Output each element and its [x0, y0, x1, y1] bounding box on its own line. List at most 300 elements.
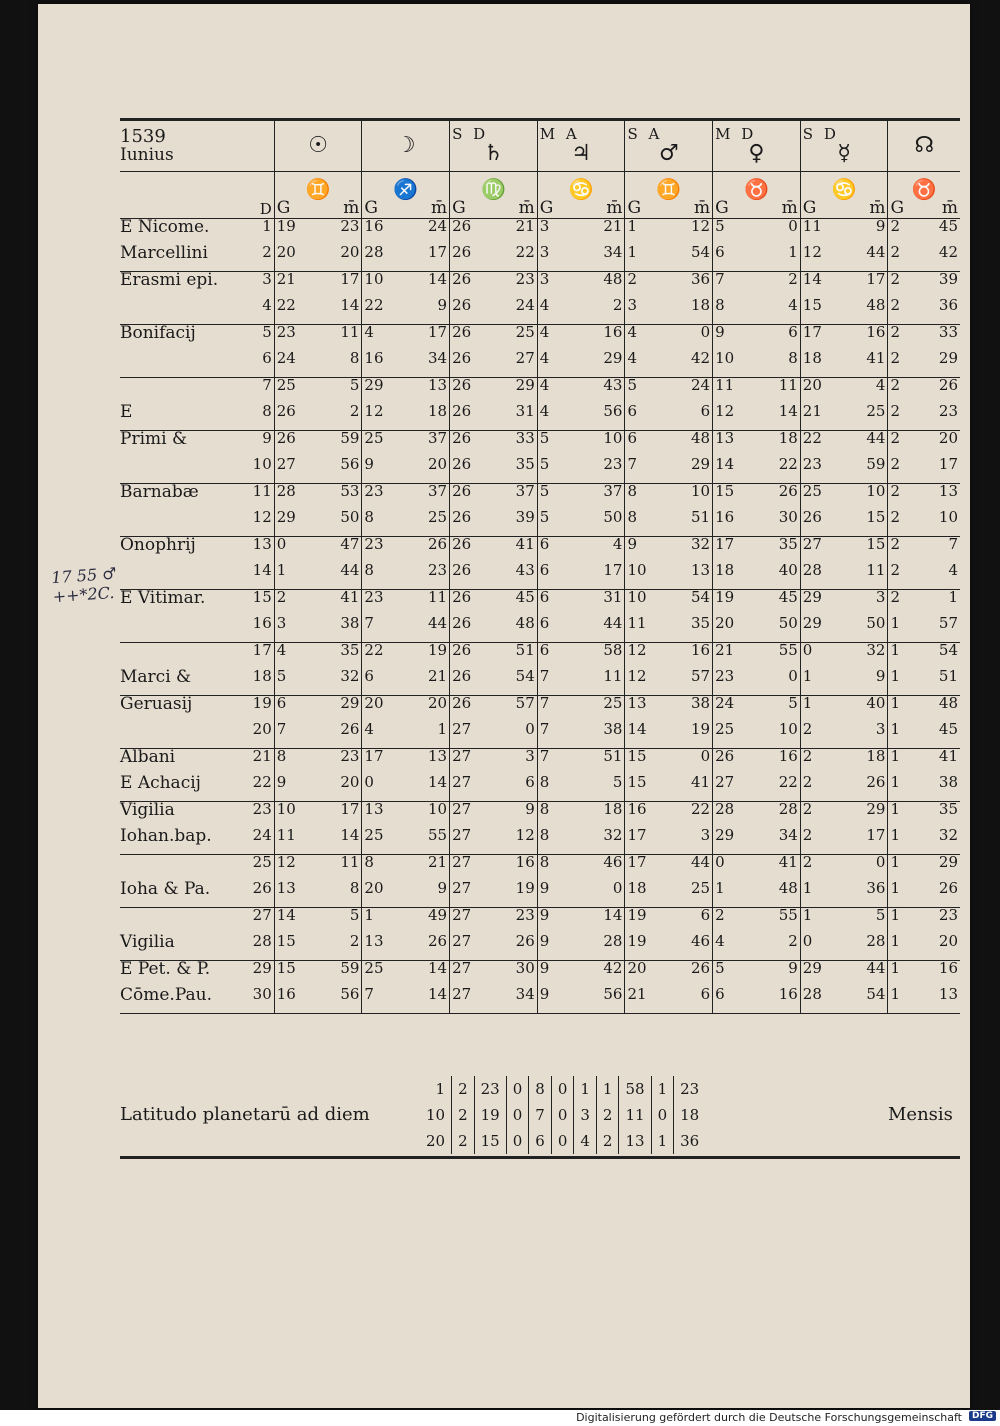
degrees: 2	[890, 296, 900, 314]
node-position	[888, 563, 960, 590]
sun-position	[274, 484, 362, 511]
table-row	[120, 537, 960, 564]
degrees: 15	[276, 932, 296, 950]
day-number: 22	[197, 775, 274, 802]
minutes: 55	[778, 641, 798, 659]
sat-position	[450, 563, 538, 590]
degrees: 7	[627, 455, 637, 473]
planet-mars-cell	[625, 120, 713, 172]
degrees: 21	[802, 402, 822, 420]
cancer-icon: ♋	[568, 177, 594, 202]
ven-position	[713, 351, 801, 378]
sat-position	[450, 696, 538, 723]
saint-name: Marcellini	[120, 245, 197, 272]
moon-position	[362, 855, 450, 882]
jup-position	[537, 775, 625, 802]
minutes: 34	[778, 826, 798, 844]
degrees: 8	[539, 826, 550, 844]
degrees: 12	[627, 641, 647, 659]
minutes: 23	[938, 906, 958, 924]
degrees: 19	[276, 217, 296, 235]
day-number: 16	[197, 616, 274, 643]
jup-position	[537, 563, 625, 590]
mar-position	[625, 881, 713, 908]
mar-position	[625, 510, 713, 537]
venus-icon: ♀	[748, 141, 765, 167]
minutes: 24	[691, 376, 711, 394]
mar-position	[625, 802, 713, 829]
lat-value: 1	[651, 1076, 674, 1102]
degrees: 20	[715, 614, 735, 632]
degrees: 1	[890, 667, 900, 685]
degrees: 26	[452, 535, 472, 553]
lat-value: 0	[551, 1128, 574, 1154]
moon-position	[362, 298, 450, 325]
minutes: 26	[340, 720, 360, 738]
degrees: 12	[715, 402, 735, 420]
degrees: 20	[364, 879, 384, 897]
moon-position	[362, 510, 450, 537]
header-row-signs: D ♊ G m̄ ♐ G m̄ ♍ G m̄ ♋ G m̄ ♊ G m̄ ♉ G m̄ ♋ G m̄ ♉ G m̄	[120, 172, 960, 219]
minutes: 37	[515, 482, 535, 500]
degrees: 21	[276, 270, 296, 288]
degrees: 2	[890, 243, 900, 261]
degrees: 6	[539, 535, 550, 553]
degrees: 14	[627, 720, 647, 738]
minutes: 57	[938, 614, 958, 632]
minutes: 50	[340, 508, 360, 526]
degrees: 4	[539, 323, 550, 341]
degrees: 1	[890, 614, 900, 632]
ven-position	[713, 590, 801, 617]
planet-venus-cell	[713, 120, 801, 172]
minutes: 10	[778, 720, 798, 738]
day-number: 11	[252, 482, 272, 500]
degrees: 23	[364, 535, 384, 553]
mer-position	[800, 378, 888, 405]
moon-position	[362, 404, 450, 431]
saint-name	[120, 563, 197, 590]
ven-position	[713, 298, 801, 325]
degrees: 1	[364, 906, 374, 924]
minutes: 9	[875, 217, 886, 235]
moon-position	[362, 775, 450, 802]
sat-position	[450, 881, 538, 908]
degrees: 25	[364, 826, 384, 844]
degrees: 27	[452, 826, 472, 844]
minutes: 0	[525, 720, 535, 738]
degrees: 26	[452, 376, 472, 394]
node-position	[888, 987, 960, 1014]
lat-day: 1	[435, 1080, 446, 1098]
minutes: 22	[778, 773, 798, 791]
saint-name: Erasmi epi.	[120, 270, 219, 290]
degrees: 11	[802, 217, 822, 235]
minutes: 1	[788, 243, 798, 261]
degrees: 26	[452, 641, 472, 659]
degrees: 26	[452, 588, 472, 606]
minutes: 48	[866, 296, 886, 314]
minutes: 45	[515, 588, 535, 606]
mercury-icon: ☿	[837, 141, 851, 167]
minutes: 44	[340, 561, 360, 579]
minutes: 39	[938, 270, 958, 288]
degrees: 9	[364, 455, 374, 473]
degrees: 26	[452, 508, 472, 526]
saint-name: E Achacij	[120, 775, 197, 802]
minutes: 10	[691, 482, 711, 500]
degrees: 24	[715, 694, 735, 712]
jup-position	[537, 908, 625, 935]
degrees: 23	[802, 455, 822, 473]
minutes: 50	[603, 508, 623, 526]
minutes: 18	[778, 429, 798, 447]
sat-position	[450, 351, 538, 378]
degrees: 22	[802, 429, 822, 447]
degrees: 5	[715, 217, 725, 235]
minutes: 56	[603, 985, 623, 1003]
degrees: 9	[539, 959, 550, 977]
saint-name: Marci &	[120, 669, 197, 696]
sun-position	[274, 881, 362, 908]
sat-position	[450, 749, 538, 776]
minutes: 54	[938, 641, 958, 659]
ven-position	[713, 245, 801, 272]
minutes: 12	[691, 217, 711, 235]
minutes: 23	[603, 455, 623, 473]
minutes: 13	[428, 376, 448, 394]
lat-value: 11	[619, 1102, 651, 1128]
mar-position	[625, 272, 713, 299]
minutes: 14	[428, 985, 448, 1003]
ephemeris-table	[120, 118, 960, 1014]
minutes: 34	[428, 349, 448, 367]
minutes: 32	[691, 535, 711, 553]
minutes: 56	[603, 402, 623, 420]
minutes: 51	[691, 508, 711, 526]
sat-position	[450, 828, 538, 855]
minutes: 45	[938, 720, 958, 738]
minutes: 9	[437, 296, 448, 314]
header-row-planets	[120, 120, 960, 172]
jup-position	[537, 245, 625, 272]
minutes: 41	[938, 747, 958, 765]
mer-position	[800, 749, 888, 776]
sat-position	[450, 537, 538, 564]
mer-position	[800, 828, 888, 855]
minutes: 19	[428, 641, 448, 659]
minutes: 2	[349, 402, 360, 420]
sat-position	[450, 590, 538, 617]
lat-value: 0	[506, 1128, 529, 1154]
minutes: 14	[428, 270, 448, 288]
table-row	[120, 378, 960, 405]
degrees: 25	[276, 376, 296, 394]
jup-position	[537, 325, 625, 352]
node-position	[888, 484, 960, 511]
sun-position	[274, 961, 362, 988]
planet-mercury-cell	[800, 120, 888, 172]
degrees: 23	[276, 323, 296, 341]
planet-moon-cell	[362, 120, 450, 172]
minutes: 25	[428, 508, 448, 526]
degrees: 26	[452, 270, 472, 288]
ven-position	[713, 722, 801, 749]
degrees: 8	[539, 773, 550, 791]
lat-value: 23	[474, 1076, 506, 1102]
minutes: 12	[515, 826, 535, 844]
sat-position	[450, 404, 538, 431]
minutes: 14	[340, 296, 360, 314]
sun-position	[274, 351, 362, 378]
mar-position	[625, 696, 713, 723]
node-position	[888, 351, 960, 378]
minutes: 44	[866, 429, 886, 447]
degrees: 6	[715, 243, 725, 261]
table-row	[120, 590, 960, 617]
ven-position	[713, 696, 801, 723]
mer-position	[800, 855, 888, 882]
minutes: 55	[778, 906, 798, 924]
minutes: 18	[866, 747, 886, 765]
minutes: 29	[691, 455, 711, 473]
minutes: 17	[340, 270, 360, 288]
minutes: 13	[691, 561, 711, 579]
node-position	[888, 590, 960, 617]
degrees: 26	[452, 614, 472, 632]
degrees: 29	[802, 959, 822, 977]
day-number: 9	[262, 429, 272, 447]
degrees: 4	[539, 349, 550, 367]
degrees: 25	[715, 720, 735, 738]
minutes: 4	[612, 535, 623, 553]
degrees: 2	[890, 349, 900, 367]
degrees: 15	[627, 773, 647, 791]
minutes: 0	[612, 879, 623, 897]
degrees: 2	[890, 588, 900, 606]
degrees: 3	[276, 614, 287, 632]
minutes: 31	[603, 588, 623, 606]
minutes: 28	[778, 800, 798, 818]
jup-position	[537, 272, 625, 299]
minutes: 15	[866, 508, 886, 526]
lat-value: 36	[674, 1128, 706, 1154]
minutes: 54	[691, 243, 711, 261]
table-row	[120, 457, 960, 484]
mars-icon: ♂	[658, 141, 679, 167]
table-row	[120, 802, 960, 829]
minutes: 36	[938, 296, 958, 314]
minutes: 22	[778, 455, 798, 473]
degrees: 0	[802, 641, 813, 659]
minutes: 59	[866, 455, 886, 473]
table-row	[120, 855, 960, 882]
minutes: 16	[938, 959, 958, 977]
sun-position	[274, 219, 362, 246]
degrees: 1	[890, 773, 900, 791]
minutes: 20	[428, 455, 448, 473]
mer-position	[800, 616, 888, 643]
node-position	[888, 855, 960, 882]
ven-position	[713, 484, 801, 511]
minutes: 25	[515, 323, 535, 341]
degrees: 1	[890, 879, 900, 897]
mer-position	[800, 590, 888, 617]
node-position	[888, 219, 960, 246]
degrees: 14	[715, 455, 735, 473]
cancer-icon: ♋	[831, 177, 857, 202]
degrees: 5	[627, 376, 637, 394]
minutes: 35	[515, 455, 535, 473]
saint-name: E Pet. & P.	[120, 959, 211, 979]
minutes: 29	[515, 376, 535, 394]
mer-position	[800, 643, 888, 670]
mar-position	[625, 643, 713, 670]
degrees: 29	[802, 588, 822, 606]
minutes: 25	[603, 694, 623, 712]
lat-value: 7	[529, 1102, 552, 1128]
degrees: 20	[364, 694, 384, 712]
degrees: 19	[627, 932, 647, 950]
ven-position	[713, 616, 801, 643]
ven-position	[713, 272, 801, 299]
lat-value: 1	[596, 1076, 619, 1102]
minutes: 33	[938, 323, 958, 341]
minutes: 44	[603, 614, 623, 632]
degrees: 8	[539, 853, 550, 871]
minutes: 5	[349, 906, 360, 924]
degrees: 7	[539, 694, 550, 712]
lat-value: 23	[674, 1076, 706, 1102]
degrees: 6	[715, 985, 725, 1003]
sun-position	[274, 802, 362, 829]
latitude-row	[420, 1076, 705, 1102]
saint-name	[120, 643, 197, 670]
mar-position	[625, 563, 713, 590]
degrees: 1	[627, 217, 637, 235]
saint-name: E Vitimar.	[120, 588, 206, 608]
minutes: 17	[938, 455, 958, 473]
aspect-label: S D	[802, 124, 839, 143]
node-position	[888, 908, 960, 935]
mer-position	[800, 298, 888, 325]
minutes: 41	[778, 853, 798, 871]
mer-position	[800, 351, 888, 378]
minutes: 1	[948, 588, 958, 606]
year: 1539	[120, 125, 166, 147]
minutes: 17	[866, 270, 886, 288]
degrees: 4	[715, 932, 725, 950]
sat-position	[450, 669, 538, 696]
minutes: 48	[691, 429, 711, 447]
degrees: 1	[890, 800, 900, 818]
sun-position	[274, 298, 362, 325]
mer-position	[800, 404, 888, 431]
minutes: 51	[603, 747, 623, 765]
aspect-label: S A	[627, 124, 663, 143]
degrees: 2	[802, 747, 813, 765]
minutes: 13	[428, 747, 448, 765]
degrees: 26	[452, 243, 472, 261]
mer-position	[800, 325, 888, 352]
degrees: 6	[276, 694, 287, 712]
degrees: 27	[802, 535, 822, 553]
aspect-label: M A	[539, 124, 580, 143]
footer-bar	[0, 1410, 1000, 1426]
degrees: 16	[364, 217, 384, 235]
day-number: 19	[252, 694, 272, 712]
minutes: 5	[875, 906, 886, 924]
minutes: 13	[938, 482, 958, 500]
minutes: 25	[866, 402, 886, 420]
sat-position	[450, 643, 538, 670]
minutes: 14	[428, 773, 448, 791]
degrees: 1	[802, 694, 813, 712]
sun-position	[274, 696, 362, 723]
degrees: 26	[802, 508, 822, 526]
minutes: 9	[437, 879, 448, 897]
degrees: 27	[452, 985, 472, 1003]
degrees: 2	[890, 270, 900, 288]
degrees: 14	[802, 270, 822, 288]
degrees: 22	[276, 296, 296, 314]
minutes: 59	[340, 959, 360, 977]
day-number: 26	[197, 881, 274, 908]
taurus-icon: ♉	[743, 177, 769, 202]
saint-name	[120, 510, 197, 537]
jup-position	[537, 749, 625, 776]
jup-position	[537, 457, 625, 484]
minutes: 2	[788, 932, 798, 950]
jup-position	[537, 828, 625, 855]
minutes: 48	[603, 270, 623, 288]
ven-position	[713, 219, 801, 246]
minutes: 23	[340, 217, 360, 235]
minutes: 0	[700, 323, 711, 341]
degrees: 25	[364, 959, 384, 977]
minutes: 32	[866, 641, 886, 659]
lat-value: 15	[474, 1128, 506, 1154]
mar-position	[625, 749, 713, 776]
planet-jupiter-cell	[537, 120, 625, 172]
minutes: 53	[340, 482, 360, 500]
minutes: 0	[788, 667, 798, 685]
node-position	[888, 828, 960, 855]
degrees: 28	[802, 985, 822, 1003]
minutes: 22	[515, 243, 535, 261]
table-row	[120, 298, 960, 325]
jup-position	[537, 855, 625, 882]
degrees: 4	[539, 296, 550, 314]
saint-name: Iohan.bap.	[120, 828, 197, 855]
node-position	[888, 961, 960, 988]
minutes: 6	[525, 773, 535, 791]
degrees: 24	[276, 349, 296, 367]
degrees: 2	[715, 906, 725, 924]
minutes: 41	[515, 535, 535, 553]
degrees: 29	[276, 508, 296, 526]
table-row	[120, 431, 960, 458]
mar-position	[625, 616, 713, 643]
minutes: 9	[788, 959, 798, 977]
degrees: 5	[539, 508, 550, 526]
degrees: 3	[539, 270, 550, 288]
minutes: 23	[428, 561, 448, 579]
jup-position	[537, 219, 625, 246]
lat-value: 6	[529, 1128, 552, 1154]
minutes: 23	[938, 402, 958, 420]
degrees: 21	[715, 641, 735, 659]
